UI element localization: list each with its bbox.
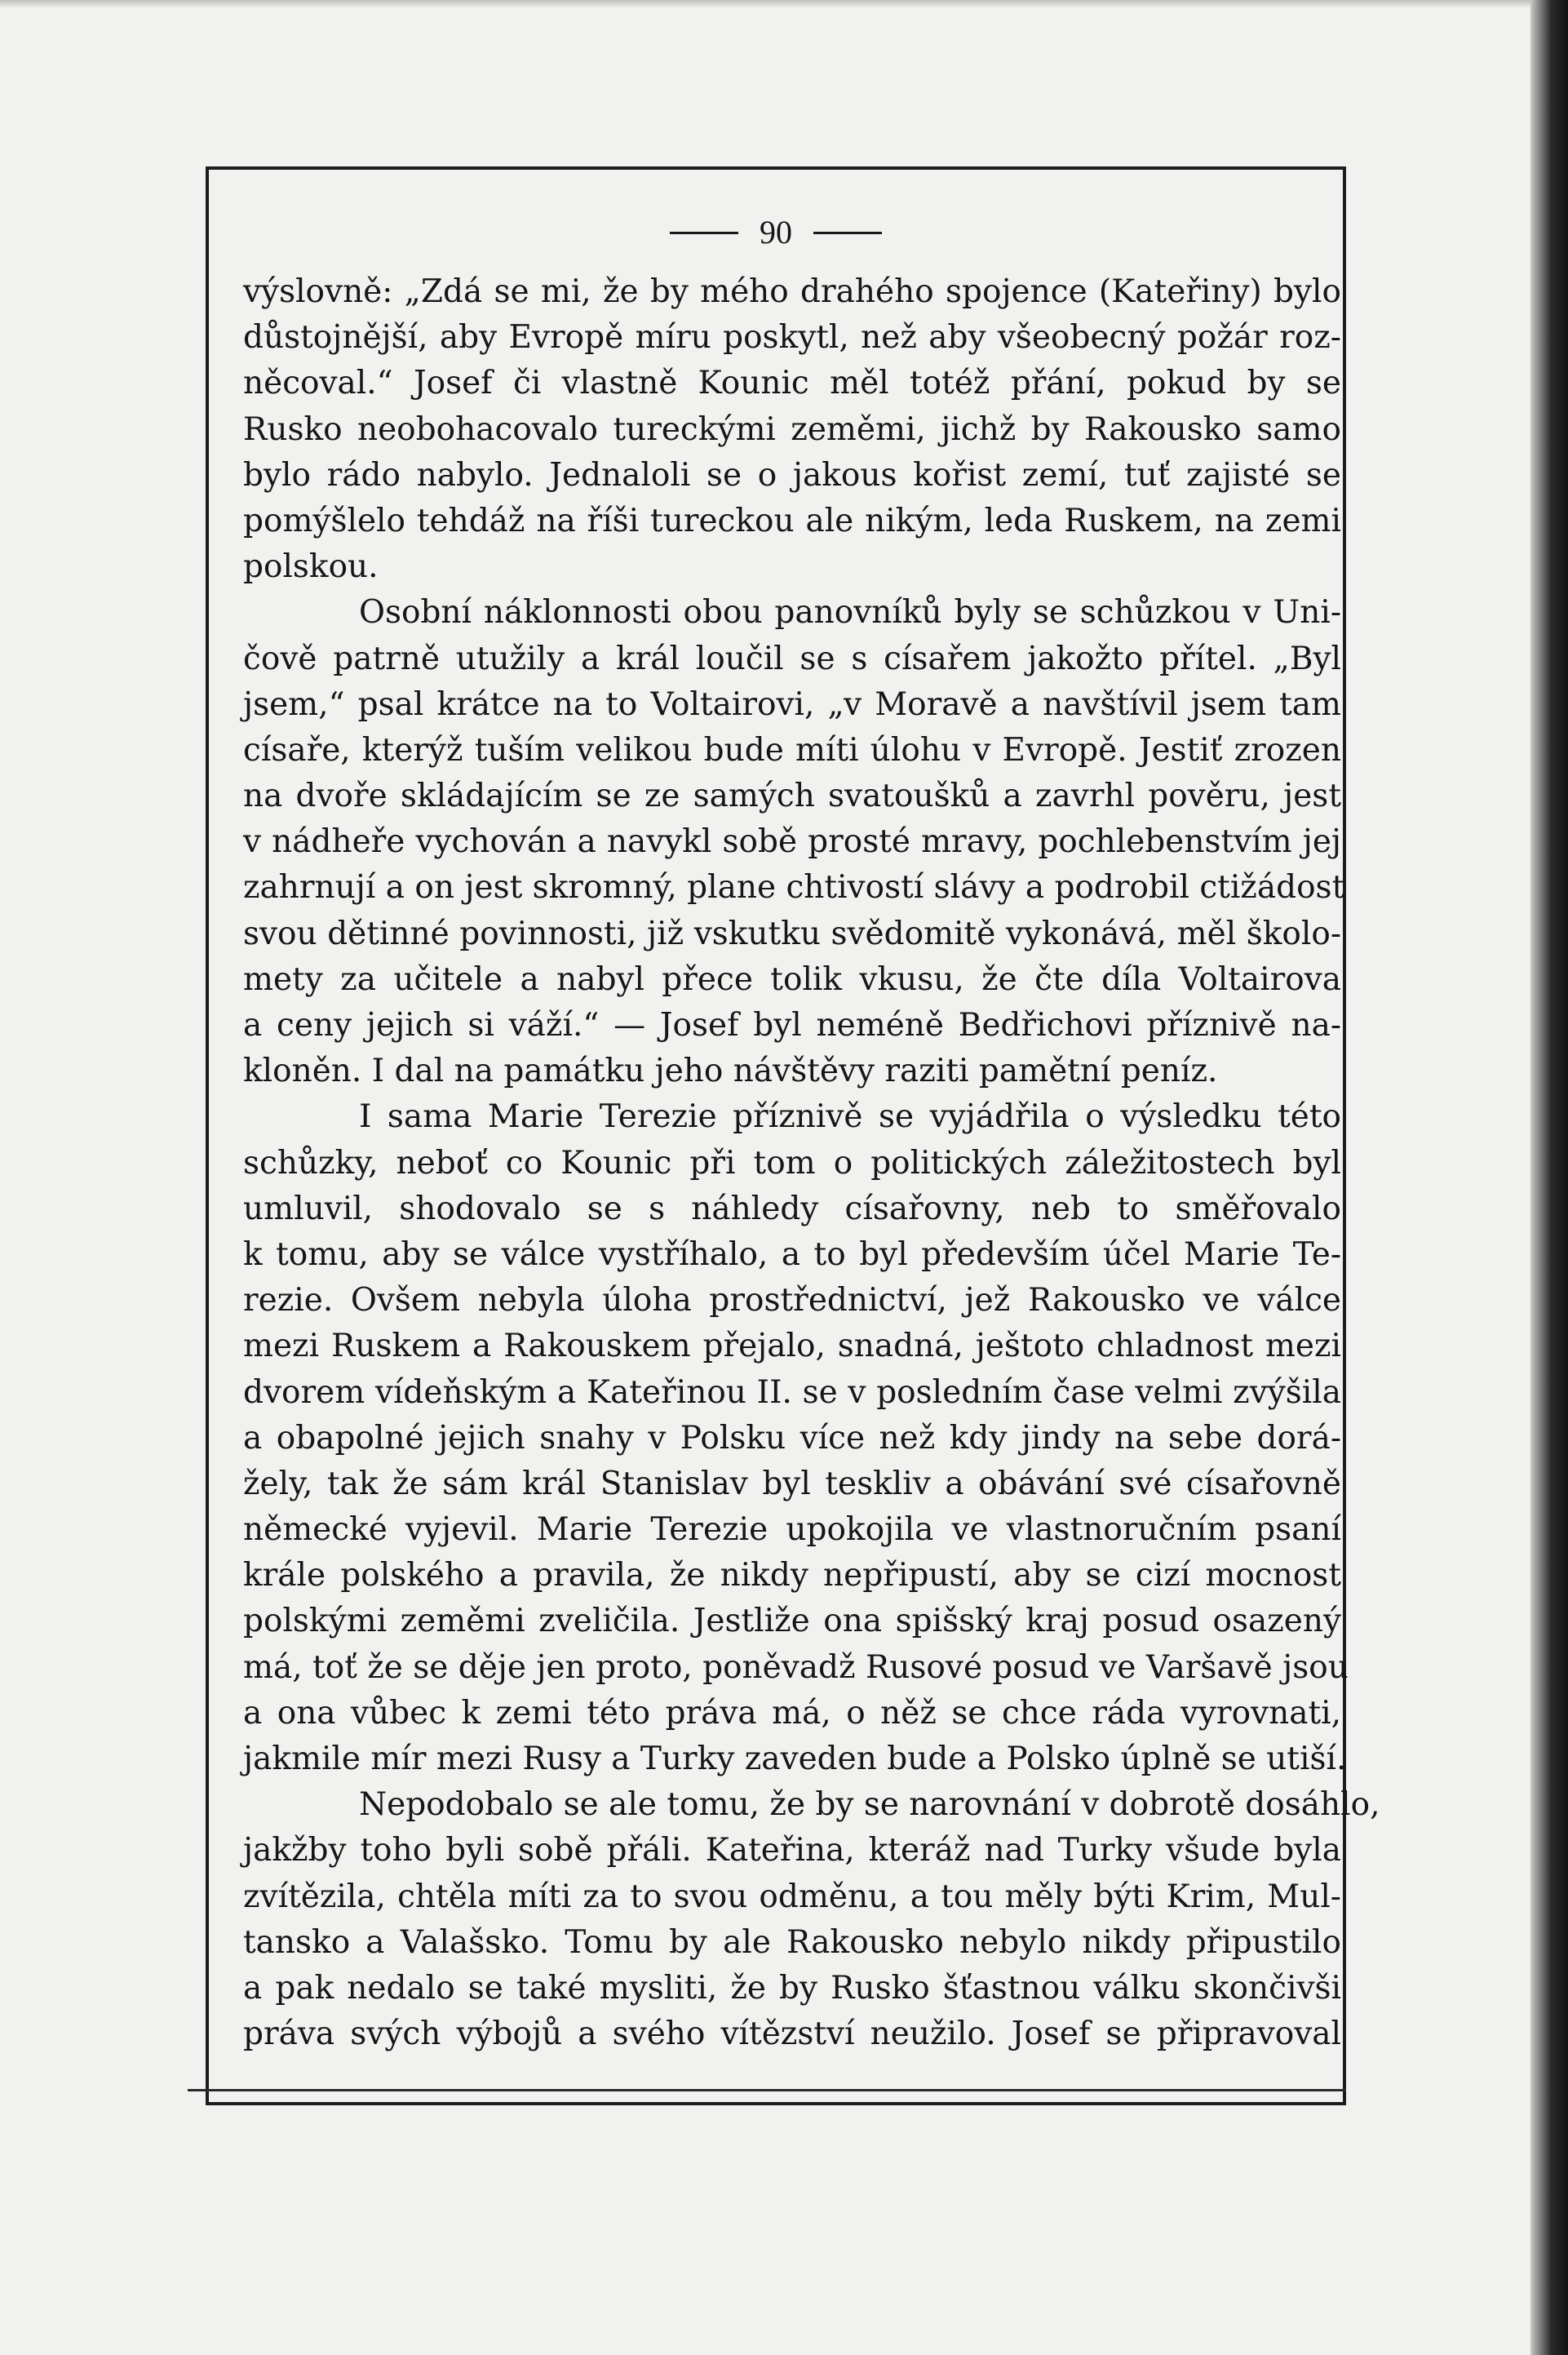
- text-line: kloněn. I dal na památku jeho návštěvy raziti pamětní peníz.: [243, 1053, 1218, 1090]
- text-line: a pak nedalo se také mysliti, že by Rusko šťastnou válku skončivši: [243, 1969, 1341, 2007]
- text-line: a obapolné jejich snahy v Polsku více než kdy jindy na sebe dorá-: [243, 1419, 1341, 1457]
- header-rule-left: [670, 232, 738, 234]
- text-line: dvorem vídeňským a Kateřinou II. se v posledním čase velmi zvýšila: [243, 1373, 1341, 1411]
- page-top-edge: [0, 0, 1568, 8]
- text-line: rezie. Ovšem nebyla úloha prostřednictví, jež Rakousko ve válce: [243, 1282, 1341, 1319]
- text-line: Osobní náklonnosti obou panovníků byly se schůzkou v Uni-: [359, 594, 1341, 632]
- text-line: zvítězila, chtěla míti za to svou odměnu, a tou měly býti Krim, Mul-: [243, 1878, 1341, 1915]
- text-line: tansko a Valašsko. Tomu by ale Rakousko nebylo nikdy připustilo: [243, 1923, 1341, 1961]
- text-line: schůzky, neboť co Kounic při tom o politických záležitostech byl: [243, 1144, 1341, 1182]
- text-line: umluvil, shodovalo se s náhledy císařovny, neb to směřovalo: [243, 1190, 1341, 1227]
- text-line: jakmile mír mezi Rusy a Turky zaveden bude a Polsko úplně se utiší.: [243, 1741, 1347, 1777]
- text-line: pomýšlelo tehdáž na říši tureckou ale nikým, leda Ruskem, na zemi: [243, 502, 1341, 539]
- text-line: na dvoře skládajícím se ze samých svatoušků a zavrhl pověru, jest: [243, 778, 1341, 815]
- text-line: v nádheře vychován a navykl sobě prosté mravy, pochlebenstvím jej: [243, 823, 1341, 861]
- body-text: [243, 269, 1380, 2057]
- text-line: polskou.: [243, 548, 379, 586]
- text-line: mezi Ruskem a Rakouskem přejalo, snadná, ještoto chladnost mezi: [243, 1328, 1341, 1365]
- text-line: císaře, kterýž tuším velikou bude míti úlohu v Evropě. Jestiť zrozen: [243, 731, 1341, 769]
- text-line: polskými zeměmi zveličila. Jestliže ona spišský kraj posud osazený: [243, 1603, 1341, 1640]
- text-line: něcoval.“ Josef či vlastně Kounic měl totéž přání, pokud by se: [243, 365, 1341, 402]
- text-line: a ona vůbec k zemi této práva má, o něž se chce ráda vyrovnati,: [243, 1694, 1341, 1732]
- text-line: a ceny jejich si váží.“ — Josef byl neméně Bedřichovi příznivě na-: [243, 1007, 1341, 1044]
- text-line: jsem,“ psal krátce na to Voltairovi, „v Moravě a navštívil jsem tam: [243, 685, 1341, 723]
- page-number: 90: [760, 214, 792, 251]
- text-line: výslovně: „Zdá se mi, že by mého drahého spojence (Kateřiny) bylo: [243, 273, 1341, 310]
- header-rule-right: [813, 232, 882, 234]
- page-right-edge: [1530, 0, 1568, 2355]
- text-line: žely, tak že sám král Stanislav byl teskliv a obávání své císařovně: [243, 1465, 1341, 1502]
- text-line: práva svých výbojů a svého vítězství neužilo. Josef se připravoval: [243, 2016, 1341, 2053]
- text-line: zahrnují a on jest skromný, plane chtivostí slávy a podrobil ctižádost: [243, 869, 1345, 907]
- text-line: krále polského a pravila, že nikdy nepřipustí, aby se cizí mocnost: [243, 1557, 1341, 1594]
- text-line: k tomu, aby se válce vystříhalo, a to byl především účel Marie Te-: [243, 1235, 1341, 1273]
- text-line: německé vyjevil. Marie Terezie upokojila ve vlastnoručním psaní: [243, 1511, 1341, 1549]
- text-line: čově patrně utužily a král loučil se s císařem jakožto přítel. „Byl: [243, 640, 1341, 677]
- text-line: Rusko neobohacovalo tureckými zeměmi, jichž by Rakousko samo: [243, 410, 1341, 448]
- text-line: důstojnější, aby Evropě míru poskytl, než aby všeobecný požár roz-: [243, 319, 1341, 357]
- text-line: svou dětinné povinnosti, již vskutku svědomitě vykonává, měl školo-: [243, 915, 1341, 952]
- text-frame-bottom-rule: [188, 2089, 1346, 2097]
- text-line: bylo rádo nabylo. Jednaloli se o jakous kořist zemí, tuť zajisté se: [243, 456, 1341, 494]
- text-line: I sama Marie Terezie příznivě se vyjádřila o výsledku této: [359, 1098, 1341, 1136]
- text-line: jakžby toho byli sobě přáli. Kateřina, kteráž nad Turky všude byla: [243, 1832, 1341, 1869]
- page-header: [206, 208, 1346, 257]
- text-line: mety za učitele a nabyl přece tolik vkusu, že čte díla Voltairova: [243, 960, 1341, 998]
- text-line: má, toť že se děje jen proto, poněvadž Rusové posud ve Varšavě jsou: [243, 1648, 1349, 1686]
- text-line: Nepodobalo se ale tomu, že by se narovnání v dobrotě dosáhlo,: [359, 1786, 1380, 1824]
